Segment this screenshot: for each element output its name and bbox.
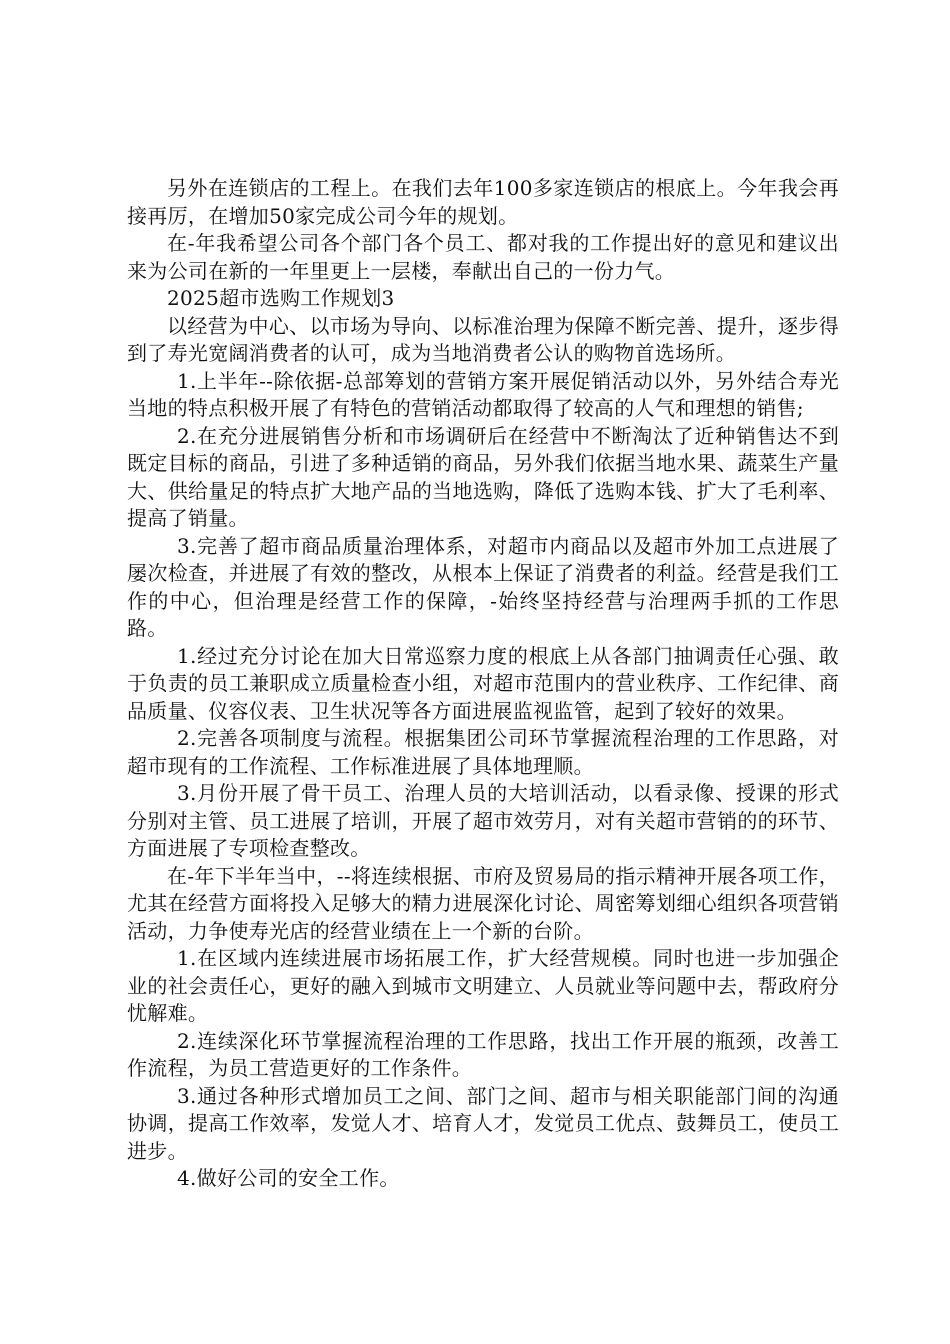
paragraph: 在-年我希望公司各个部门各个员工、都对我的工作提出好的意见和建议出来为公司在新的一年里更上一层楼，奉献出自己的一份力气。 <box>127 231 839 283</box>
list-item: 1.上半年--除依据-总部筹划的营销方案开展促销活动以外，另外结合寿光当地的特点积极开展了有特色的营销活动都取得了较高的人气和理想的销售; <box>127 368 839 420</box>
list-item: 3.完善了超市商品质量治理体系，对超市内商品以及超市外加工点进展了屡次检查，并进展了有效的整改，从根本上保证了消费者的利益。经营是我们工作的中心，但治理是经营工作的保障，-始终坚持经营与治理两手抓的工作思路。 <box>127 533 839 640</box>
list-item: 2.连续深化环节掌握流程治理的工作思路，找出工作开展的瓶颈，改善工作流程，为员工营造更好的工作条件。 <box>127 1028 839 1080</box>
document-body <box>127 175 839 1193</box>
list-item: 4.做好公司的安全工作。 <box>177 1166 400 1190</box>
paragraph: 以经营为中心、以市场为导向、以标准治理为保障不断完善、提升，逐步得到了寿光宽阔消费者的认可，成为当地消费者公认的购物首选场所。 <box>127 313 839 365</box>
list-item: 3.月份开展了骨干员工、治理人员的大培训活动，以看录像、授课的形式分别对主管、员工进展了培训，开展了超市效劳月，对有关超市营销的的环节、方面进展了专项检查整改。 <box>127 781 839 860</box>
list-item: 2.在充分进展销售分析和市场调研后在经营中不断淘汰了近种销售达不到既定目标的商品，引进了多种适销的商品，另外我们依据当地水果、蔬菜生产量大、供给量足的特点扩大地产品的当地选购，降低了选购本钱、扩大了毛利率、提高了销量。 <box>127 423 839 530</box>
list-item: 1.经过充分讨论在加大日常巡察力度的根底上从各部门抽调责任心强、敢于负责的员工兼职成立质量检查小组，对超市范围内的营业秩序、工作纪律、商品质量、仪容仪表、卫生状况等各方面进展监视监管，起到了较好的效果。 <box>127 643 839 723</box>
list-item: 2.完善各项制度与流程。根据集团公司环节掌握流程治理的工作思路，对超市现有的工作流程、工作标准进展了具体地理顺。 <box>127 726 839 778</box>
section-heading: 2025超市选购工作规划3 <box>167 286 395 310</box>
list-item: 1.在区域内连续进展市场拓展工作，扩大经营规模。同时也进一步加强企业的社会责任心，更好的融入到城市文明建立、人员就业等问题中去，帮政府分忧解难。 <box>127 946 839 1025</box>
list-item: 3.通过各种形式增加员工之间、部门之间、超市与相关职能部门间的沟通协调，提高工作效率，发觉人才、培育人才，发觉员工优点、鼓舞员工，使员工进步。 <box>127 1083 839 1163</box>
paragraph: 另外在连锁店的工程上。在我们去年100多家连锁店的根底上。今年我会再接再厉，在增加50家完成公司今年的规划。 <box>127 176 839 228</box>
paragraph: 在-年下半年当中，--将连续根据、市府及贸易局的指示精神开展各项工作，尤其在经营方面将投入足够大的精力进展深化讨论、周密筹划细心组织各项营销活动，力争使寿光店的经营业绩在上一个新的台阶。 <box>127 863 839 943</box>
